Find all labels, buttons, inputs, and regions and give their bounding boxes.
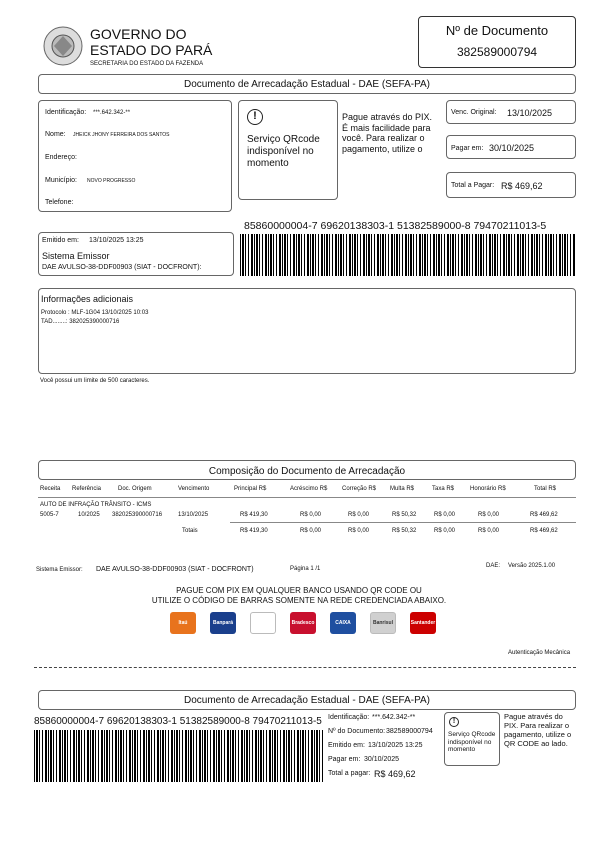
qr-box bbox=[238, 100, 338, 200]
totals-label: Totais bbox=[182, 528, 198, 534]
bank-logo-icon bbox=[250, 612, 276, 634]
stub-qr-unavailable: Serviço QRcode indisponível no momento bbox=[448, 731, 496, 753]
stub-id-label: Identificação: bbox=[328, 714, 370, 721]
bank-logo-icon: Banrisul bbox=[370, 612, 396, 634]
doc-number-label: Nº de Documento bbox=[445, 23, 549, 38]
footer-system-label: Sistema Emissor: bbox=[36, 567, 83, 573]
totals-taxa: R$ 0,00 bbox=[434, 528, 456, 534]
col-total: Total R$ bbox=[534, 486, 557, 492]
col-correcao: Correção R$ bbox=[342, 486, 377, 492]
main-title-bar bbox=[38, 74, 576, 94]
totals-multa: R$ 50,32 bbox=[392, 528, 417, 534]
bank-logo-icon: CAIXA bbox=[330, 612, 356, 634]
stub-exclamation-icon: ! bbox=[449, 717, 459, 727]
col-receita: Receita bbox=[40, 486, 61, 492]
orig-due-label: Venc. Original: bbox=[451, 109, 497, 116]
state-coat-of-arms bbox=[42, 24, 84, 68]
totals-honorario: R$ 0,00 bbox=[478, 528, 500, 534]
stub-barcode-line: 85860000004-7 69620138303-1 51382589000-8 79470211013-5 bbox=[34, 716, 322, 727]
row-total: R$ 469,62 bbox=[530, 512, 558, 518]
info-line1: Protocolo : MLF-1G04 13/10/2025 10:03 bbox=[41, 310, 149, 316]
stub-id-value: ***.642.342-** bbox=[372, 714, 416, 721]
total-value: R$ 469,62 bbox=[501, 181, 543, 191]
phone-label: Telefone: bbox=[45, 199, 74, 206]
stub-doc-label: Nº do Documento: bbox=[328, 728, 386, 735]
row-multa: R$ 50,32 bbox=[392, 512, 417, 518]
stub-emit-label: Emitido em: bbox=[328, 742, 365, 749]
pay-date-value: 30/10/2025 bbox=[489, 143, 535, 153]
stub-total-value: R$ 469,62 bbox=[374, 769, 416, 779]
id-value: ***.642.342-** bbox=[93, 110, 131, 116]
bank-logo-icon: Santander bbox=[410, 612, 436, 634]
col-taxa: Taxa R$ bbox=[432, 486, 455, 492]
total-box bbox=[446, 172, 576, 198]
row-vencimento: 13/10/2025 bbox=[178, 512, 209, 518]
city-value: NOVO PROGRESSO bbox=[87, 178, 136, 184]
col-honorario: Honorário R$ bbox=[470, 486, 506, 492]
stub-title-bar bbox=[38, 690, 576, 710]
name-value: JHEICK JHONY FERREIRA DOS SANTOS bbox=[73, 132, 170, 138]
col-acrescimo: Acréscimo R$ bbox=[290, 486, 328, 492]
pix-text: Pague através do PIX. É mais facilidade para você. Para realizar o pagamento, utilize o bbox=[342, 112, 433, 154]
bank-logos bbox=[170, 612, 440, 638]
mechanical-auth: Autenticação Mecânica bbox=[508, 650, 571, 656]
exclamation-icon: ! bbox=[247, 109, 263, 125]
barcode bbox=[240, 234, 576, 276]
bank-logo-icon: Itaú bbox=[170, 612, 196, 634]
row-taxa: R$ 0,00 bbox=[434, 512, 456, 518]
system-value: DAE AVULSO-38-DDF00903 (SIAT - DOCFRONT): bbox=[42, 264, 202, 271]
stub-emit-value: 13/10/2025 13:25 bbox=[368, 742, 423, 749]
orig-due-box bbox=[446, 100, 576, 124]
gov-line2: ESTADO DO PARÁ bbox=[90, 42, 213, 58]
totals-acrescimo: R$ 0,00 bbox=[300, 528, 322, 534]
row-correcao: R$ 0,00 bbox=[348, 512, 370, 518]
cut-line bbox=[34, 667, 576, 668]
col-doc-origem: Doc. Origem bbox=[118, 486, 152, 492]
footer-system-value: DAE AVULSO-38-DDF00903 (SIAT - DOCFRONT) bbox=[96, 566, 254, 573]
pay-notice-line1: PAGUE COM PIX EM QUALQUER BANCO USANDO QR CODE OU bbox=[176, 586, 422, 595]
info-box[interactable] bbox=[38, 288, 576, 374]
composition-section: AUTO DE INFRAÇÃO TRÂNSITO - ICMS bbox=[40, 502, 152, 508]
totals-total: R$ 469,62 bbox=[530, 528, 558, 534]
row-doc-origem: 382025390000716 bbox=[112, 512, 163, 518]
info-title: Informações adicionais bbox=[41, 294, 134, 304]
bank-logo-icon: Banpará bbox=[210, 612, 236, 634]
bank-logo-icon: Bradesco bbox=[290, 612, 316, 634]
info-line2: TAD........: 382025390000716 bbox=[41, 319, 120, 325]
footer-page: Página 1 /1 bbox=[290, 566, 321, 572]
stub-title: Documento de Arrecadação Estadual - DAE (SEFA-PA) bbox=[183, 695, 431, 706]
row-receita: 5005-7 bbox=[40, 512, 59, 518]
col-multa: Multa R$ bbox=[390, 486, 415, 492]
orig-due-value: 13/10/2025 bbox=[507, 108, 553, 118]
col-vencimento: Vencimento bbox=[178, 486, 210, 492]
stub-details bbox=[328, 714, 448, 784]
composition-title-bar bbox=[38, 460, 576, 480]
totals-correcao: R$ 0,00 bbox=[348, 528, 370, 534]
col-referencia: Referência bbox=[72, 486, 102, 492]
row-honorario: R$ 0,00 bbox=[478, 512, 500, 518]
emission-box bbox=[38, 232, 234, 276]
footer-dae: DAE: bbox=[486, 563, 501, 569]
gov-line1: GOVERNO DO bbox=[90, 26, 187, 42]
emitted-value: 13/10/2025 13:25 bbox=[89, 237, 144, 244]
main-title: Documento de Arrecadação Estadual - DAE (SEFA-PA) bbox=[183, 79, 431, 90]
col-principal: Principal R$ bbox=[234, 486, 267, 492]
row-acrescimo: R$ 0,00 bbox=[300, 512, 322, 518]
secretaria: SECRETARIA DO ESTADO DA FAZENDA bbox=[90, 61, 204, 67]
header-rule bbox=[38, 497, 576, 498]
name-label: Nome: bbox=[45, 131, 66, 138]
row-principal: R$ 419,30 bbox=[240, 512, 268, 518]
total-label: Total a Pagar: bbox=[451, 182, 495, 189]
totals-rule bbox=[230, 522, 576, 523]
qr-unavailable: Serviço QRcode indisponível no momento bbox=[247, 134, 320, 169]
emitted-label: Emitido em: bbox=[42, 237, 79, 244]
stub-qr-box bbox=[444, 712, 500, 766]
stub-total-label: Total a pagar: bbox=[328, 770, 371, 777]
char-limit: Você possui um limite de 500 caracteres. bbox=[40, 378, 150, 384]
barcode-line: 85860000004-7 69620138303-1 51382589000-8 79470211013-5 bbox=[244, 220, 547, 232]
system-label: Sistema Emissor bbox=[42, 251, 110, 261]
doc-number: 382589000794 bbox=[456, 45, 538, 59]
footer-version: Versão 2025.1.00 bbox=[508, 563, 556, 569]
address-label: Endereço: bbox=[45, 154, 77, 161]
composition-title: Composição do Documento de Arrecadação bbox=[208, 466, 406, 477]
stub-pay-label: Pagar em: bbox=[328, 756, 361, 763]
stub-pay-value: 30/10/2025 bbox=[364, 756, 400, 763]
pay-date-label: Pagar em: bbox=[451, 145, 484, 152]
totals-principal: R$ 419,30 bbox=[240, 528, 268, 534]
stub-pix-text: Pague através do PIX. Para realizar o pagamento, utilize o QR CODE ao lado. bbox=[504, 712, 572, 748]
pay-notice-line2: UTILIZE O CÓDIGO DE BARRAS SOMENTE NA REDE CREDENCIADA ABAIXO. bbox=[151, 596, 447, 605]
payer-box bbox=[38, 100, 232, 212]
doc-number-box bbox=[418, 16, 576, 68]
city-label: Município: bbox=[45, 177, 77, 184]
totals-row bbox=[38, 528, 576, 540]
row-referencia: 10/2025 bbox=[78, 512, 100, 518]
stub-doc-value: 382589000794 bbox=[386, 728, 433, 735]
id-label: Identificação: bbox=[45, 109, 87, 116]
stub-barcode bbox=[34, 730, 324, 782]
pay-date-box bbox=[446, 135, 576, 159]
